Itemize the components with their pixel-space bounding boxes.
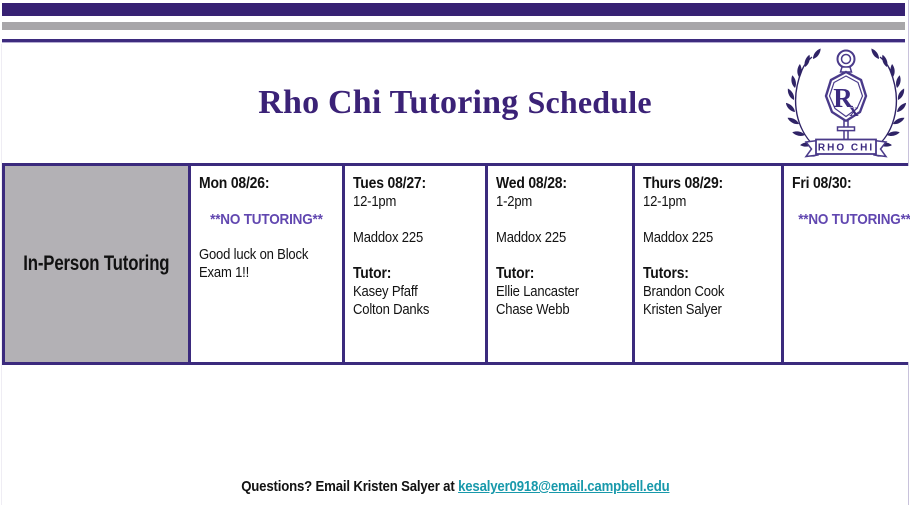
day-cell-fri <box>784 166 910 362</box>
logo-rx-r: R <box>833 83 853 113</box>
tutor-label-tues: Tutor: <box>352 265 391 282</box>
no-tutoring-notice-fri: **NO TUTORING** <box>797 211 910 228</box>
session-time-tues: 12-1pm <box>352 194 396 210</box>
spacer <box>199 229 334 247</box>
top-gray-bar <box>2 22 905 30</box>
spacer <box>353 247 477 265</box>
session-location-thurs: Maddox 225 <box>642 230 713 246</box>
tutoring-schedule-table <box>2 163 908 365</box>
no-tutoring-notice-mon: **NO TUTORING** <box>209 211 323 228</box>
logo-banner-text: RHO CHI <box>817 142 875 154</box>
day-header-tues: Tues 08/27: <box>352 175 426 192</box>
day-header-mon: Mon 08/26: <box>198 175 269 192</box>
row-label-cell <box>5 166 191 362</box>
day-header-fri: Fri 08/30: <box>791 175 852 192</box>
day-header-wed: Wed 08/28: <box>495 175 567 192</box>
day-header-thurs: Thurs 08/29: <box>642 175 723 192</box>
spacer <box>496 211 624 229</box>
page-title-main: Rho Chi Tutoring <box>258 84 519 121</box>
session-time-thurs: 12-1pm <box>642 194 686 210</box>
row-label: In-Person Tutoring <box>23 252 170 275</box>
spacer <box>792 193 910 211</box>
day-cell-thurs <box>635 166 784 362</box>
tutor-label-wed: Tutor: <box>495 265 534 282</box>
tutor-name: Ellie Lancaster <box>495 284 579 300</box>
rho-chi-logo-icon <box>786 46 906 162</box>
tutor-name: Kasey Pfaff <box>352 284 418 300</box>
session-location-wed: Maddox 225 <box>495 230 566 246</box>
tutor-name: Chase Webb <box>495 302 570 318</box>
spacer <box>353 211 477 229</box>
spacer <box>643 247 773 265</box>
footer-text: Questions? Email Kristen Salyer at <box>240 478 455 495</box>
session-location-tues: Maddox 225 <box>352 230 423 246</box>
spacer <box>199 193 334 211</box>
top-thin-purple-line <box>2 39 905 42</box>
page-title <box>0 80 910 125</box>
spacer <box>496 247 624 265</box>
tutor-name: Kristen Salyer <box>642 302 722 318</box>
tutor-name: Brandon Cook <box>642 284 724 300</box>
session-time-wed: 1-2pm <box>495 194 532 210</box>
day-cell-mon <box>191 166 345 362</box>
logo-rx-x: x <box>849 100 859 120</box>
tutor-label-thurs: Tutors: <box>642 265 689 282</box>
rho-chi-logo <box>786 46 906 162</box>
tutor-name: Colton Danks <box>352 302 429 318</box>
day-note-mon: Good luck on Block Exam 1!! <box>198 247 308 281</box>
contact-email-link[interactable]: kesalyer0918@email.campbell.edu <box>457 478 670 495</box>
footer <box>0 478 910 496</box>
day-cell-tues <box>345 166 488 362</box>
day-cell-wed <box>488 166 635 362</box>
page-title-tail: Schedule <box>527 84 652 120</box>
spacer <box>643 211 773 229</box>
top-purple-bar <box>2 3 905 16</box>
